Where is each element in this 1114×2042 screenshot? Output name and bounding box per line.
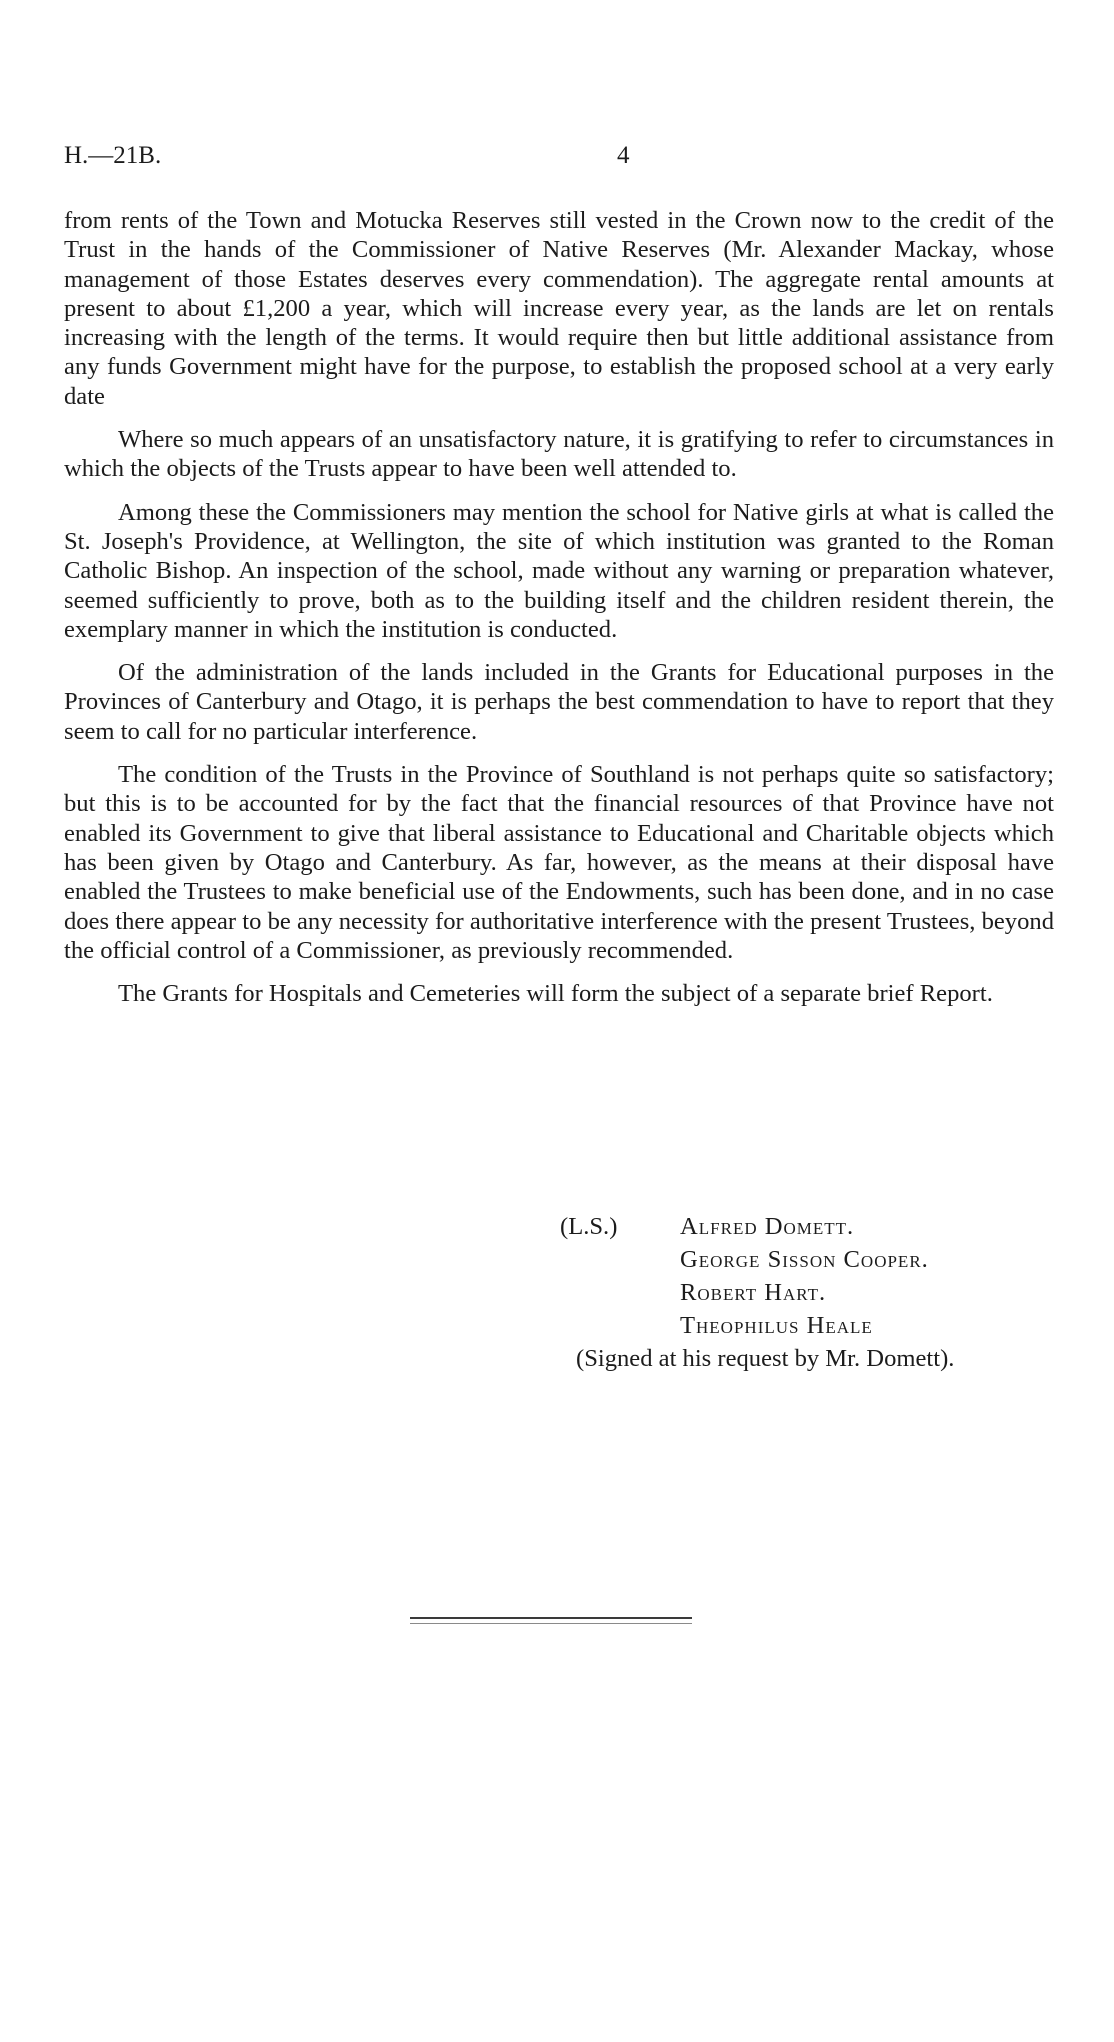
signature-row	[560, 1276, 1060, 1309]
page-number: 4	[617, 142, 630, 169]
signature-row	[560, 1210, 1060, 1243]
paragraph: The Grants for Hospitals and Cemeteries will form the subject of a separate brief Report.	[118, 980, 993, 1008]
signature-row	[560, 1342, 1060, 1375]
paragraph: Where so much appears of an unsatisfactory nature, it is gratifying to refer to circumstances in which the objects of the Trusts appear to have been well attended to.	[64, 426, 1054, 483]
signature-row	[560, 1309, 1060, 1342]
paragraph: Of the administration of the lands included in the Grants for Educational purposes in the Provinces of Canterbury and Otago, it is perhaps the best commendation to have to report that they seem to call for no particular interference.	[64, 659, 1054, 745]
body-text	[64, 206, 1054, 1022]
end-rule	[410, 1617, 692, 1619]
signature-block	[560, 1210, 1060, 1375]
signatory-name: Alfred Domett.	[680, 1213, 855, 1240]
signatory-name: George Sisson Cooper.	[680, 1246, 929, 1273]
signatory-name: Robert Hart.	[680, 1279, 827, 1306]
end-rule-secondary	[410, 1623, 692, 1624]
paragraph: The condition of the Trusts in the Province of Southland is not perhaps quite so satisfactory; but this is to be accounted for by the fact that the financial resources of that Province have not enabled its Government to give that liberal assistance to Educational and Charitable objects which has been given by Otago and Canterbury. As far, however, as the means at their disposal have enabled the Trustees to make beneficial use of the Endowments, such has been done, and in no case does there appear to be any necessity for authoritative interference with the present Trustees, beyond the official control of a Commissioner, as previously recommended.	[64, 761, 1054, 964]
seal-mark: (L.S.)	[560, 1213, 618, 1240]
page-header	[64, 142, 1054, 178]
paragraph-continued: from rents of the Town and Motucka Reserves still vested in the Crown now to the credit of the Trust in the hands of the Commissioner of Native Reserves (Mr. Alexander Mackay, whose management of those Estates deserves every commendation). The aggregate rental amounts at present to about £1,200 a year, which will increase every year, as the lands are let on rentals increasing with the length of the terms. It would require then but little additional assistance from any funds Government might have for the purpose, to establish the proposed school at a very early date	[64, 207, 1054, 410]
paragraph: Among these the Commissioners may mention the school for Native girls at what is called the St. Joseph's Providence, at Wellington, the site of which institution was granted to the Roman Catholic Bishop. An inspection of the school, made without any warning or preparation whatever, seemed sufficiently to prove, both as to the building itself and the children resident therein, the exemplary manner in which the institution is conducted.	[64, 498, 1054, 643]
signature-row	[560, 1243, 1060, 1276]
signatory-name: Theophilus Heale	[680, 1312, 873, 1339]
signature-note: (Signed at his request by Mr. Domett).	[576, 1345, 955, 1372]
document-reference: H.—21B.	[64, 142, 162, 169]
